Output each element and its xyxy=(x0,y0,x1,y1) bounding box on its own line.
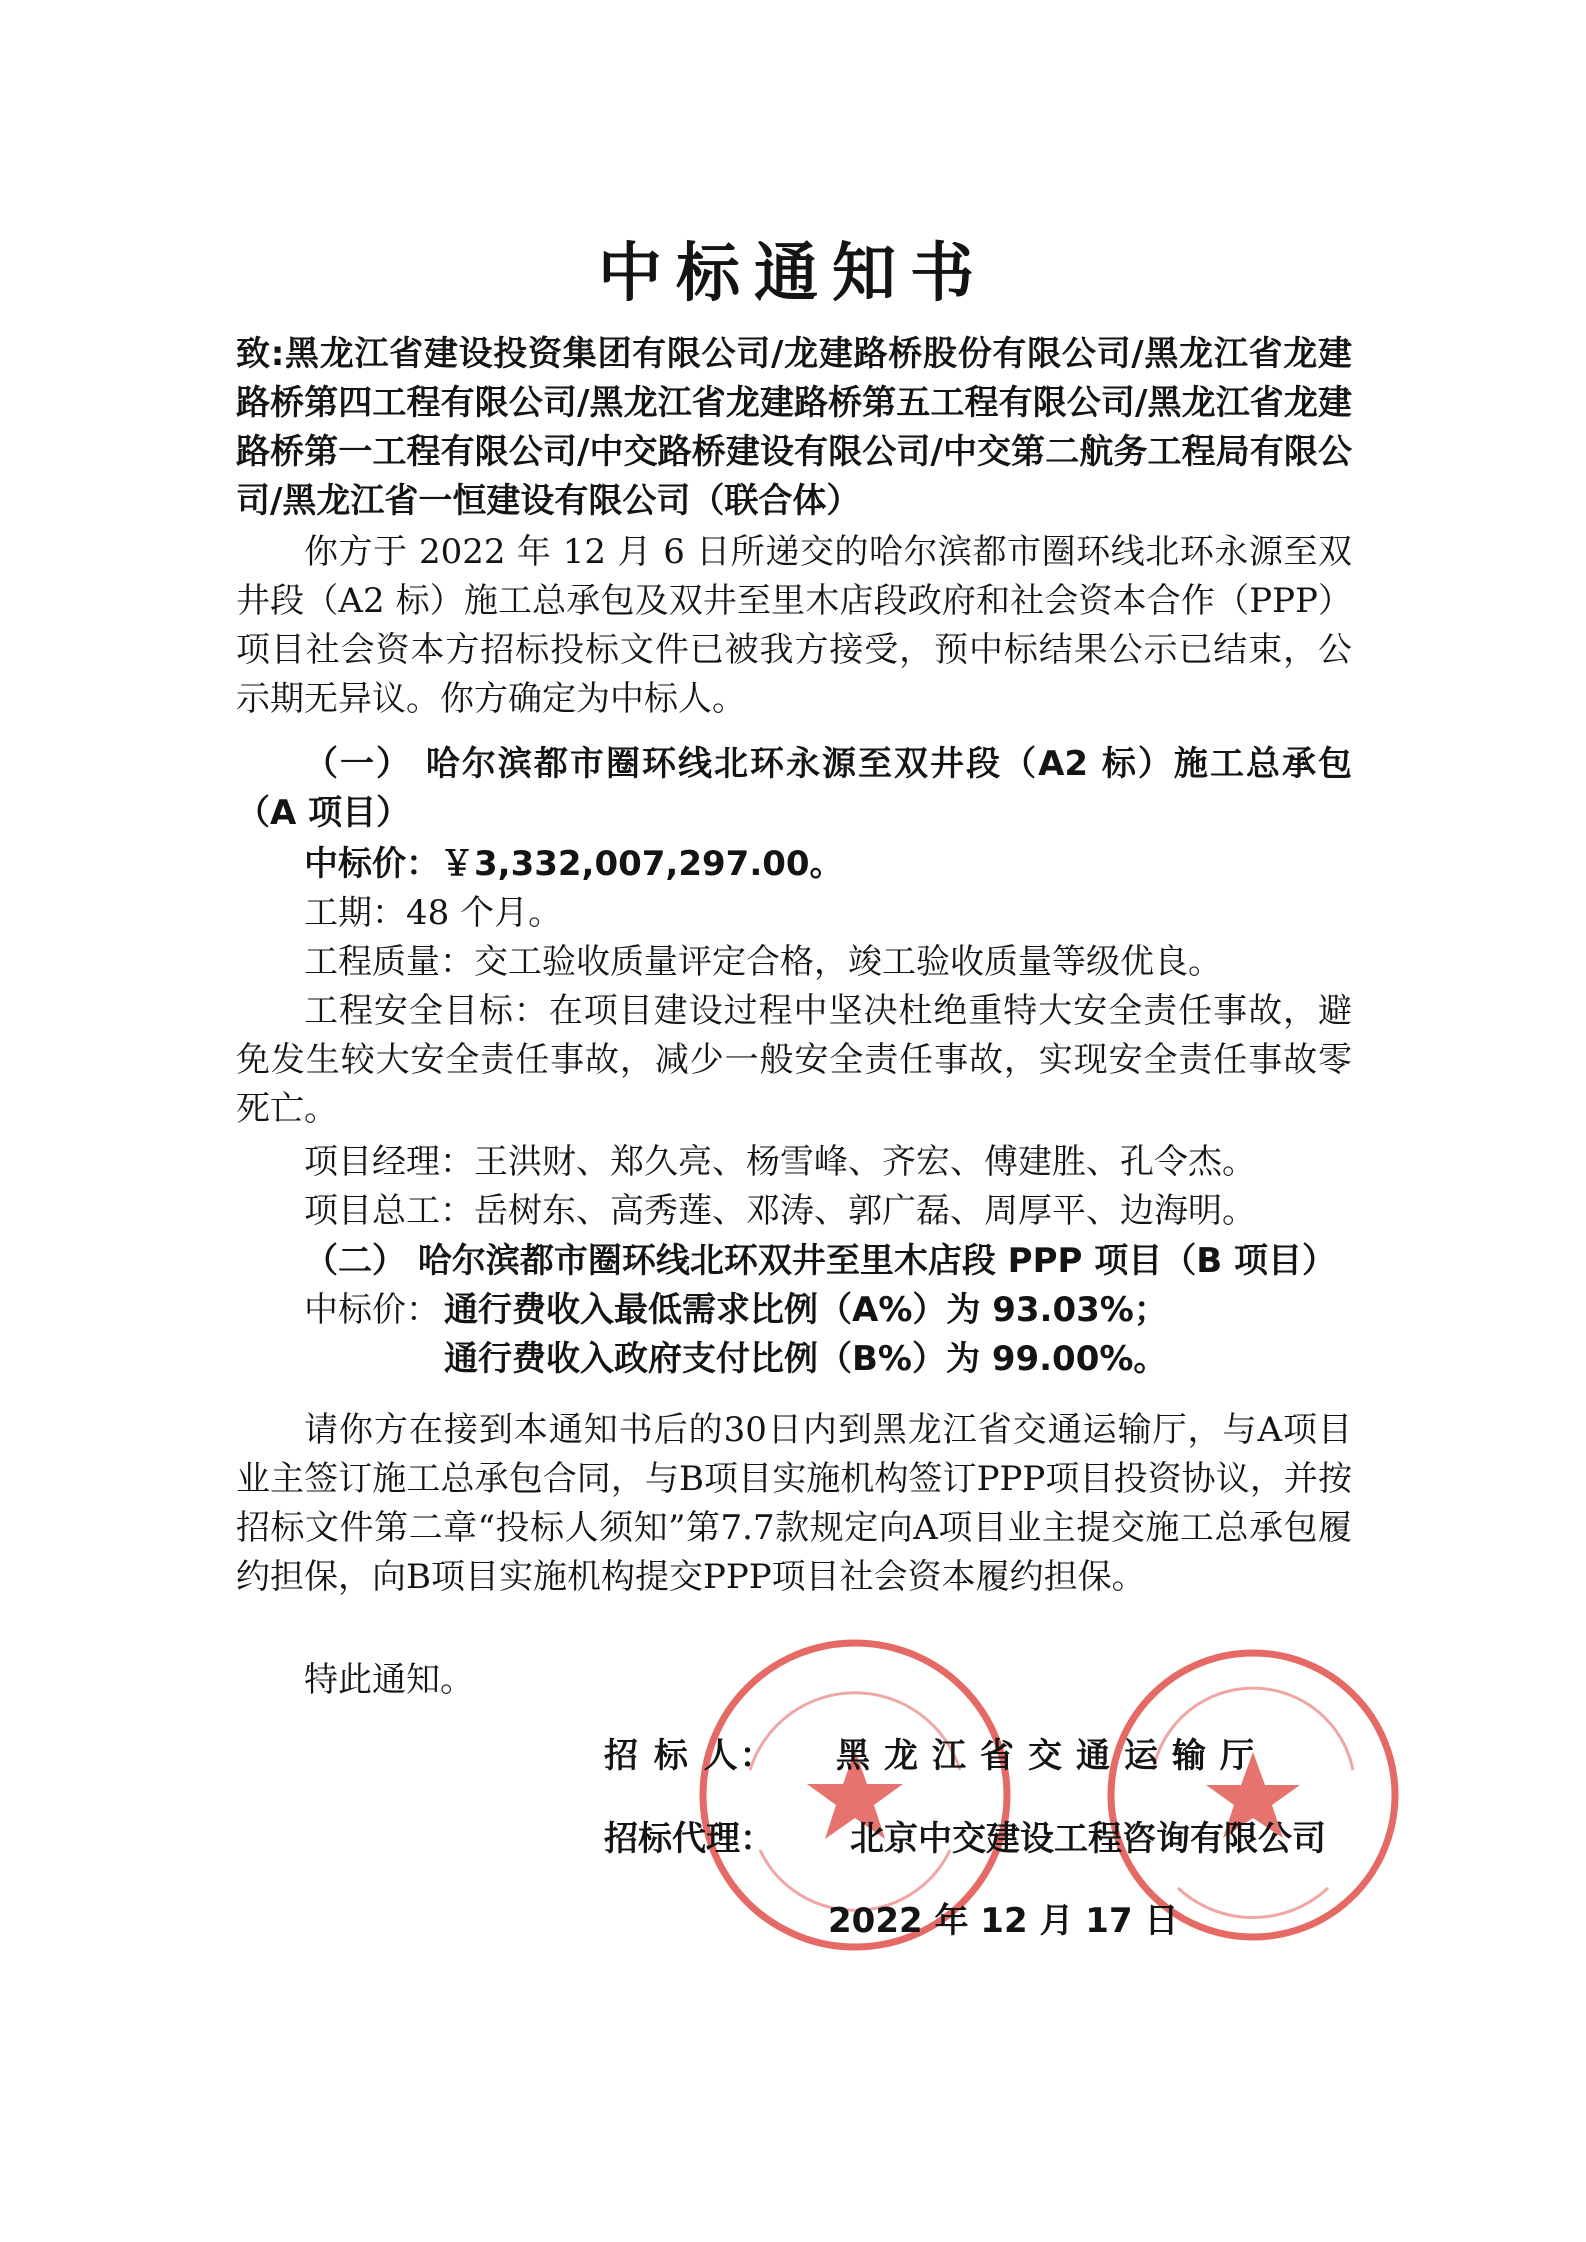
section-a-safety: 工程安全目标：在项目建设过程中坚决杜绝重特大安全责任事故，避免发生较大安全责任事故，减少一般安全责任事故，实现安全责任事故零死亡。 xyxy=(236,991,1352,1129)
section-a-managers: 项目经理：王洪财、郑久亮、杨雪峰、齐宏、傅建胜、孔令杰。 xyxy=(304,1142,1256,1182)
section-a-duration: 工期：48 个月。 xyxy=(304,893,563,933)
agent-name: 北京中交建设工程咨询有限公司 xyxy=(850,1819,1326,1859)
signature-date: 2022 年 12 月 17 日 xyxy=(828,1901,1179,1941)
recipient-paragraph: 致:黑龙江省建设投资集团有限公司/龙建路桥股份有限公司/黑龙江省龙建路桥第四工程有限公司/黑龙江省龙建路桥第五工程有限公司/黑龙江省龙建路桥第一工程有限公司/中交路桥建设有限公司/中交第二航务工程局有限公司/黑龙江省一恒建设有限公司（联合体） xyxy=(236,334,1352,521)
section-a-price: 中标价：￥3,332,007,297.00。 xyxy=(304,844,844,884)
document-title: 中标通知书 xyxy=(598,237,988,311)
tenderer-name: 黑龙江省交通运输厅 xyxy=(836,1736,1268,1776)
section-a-quality: 工程质量：交工验收质量评定合格，竣工验收质量等级优良。 xyxy=(304,942,1222,982)
agent-label: 招标代理： xyxy=(604,1819,774,1859)
request-paragraph: 请你方在接到本通知书后的30日内到黑龙江省交通运输厅，与A项目业主签订施工总承包合同，与B项目实施机构签订PPP项目投资协议，并按招标文件第二章“投标人须知”第7.7款规定向A项目业主提交施工总承包履约担保，向B项目实施机构提交PPP项目社会资本履约担保。 xyxy=(236,1410,1352,1597)
intro-paragraph: 你方于 2022 年 12 月 6 日所递交的哈尔滨都市圈环线北环永源至双井段（A2 标）施工总承包及双井至里木店段政府和社会资本合作（PPP）项目社会资本方招标投标文件已被我方接受，预中标结果公示已结束，公示期无异议。你方确定为中标人。 xyxy=(236,532,1352,719)
section-a-heading: （一） 哈尔滨都市圈环线北环永源至双井段（A2 标）施工总承包（A 项目） xyxy=(236,744,1352,833)
tenderer-label: 招 标 人： xyxy=(604,1736,776,1776)
section-a-engineers: 项目总工：岳树东、高秀莲、邓涛、郭广磊、周厚平、边海明。 xyxy=(304,1191,1256,1231)
section-b-price-line1: 通行费收入最低需求比例（A%）为 93.03%； xyxy=(444,1290,1168,1330)
closing-text: 特此通知。 xyxy=(304,1660,474,1700)
section-b-price-line2: 通行费收入政府支付比例（B%）为 99.00%。 xyxy=(444,1339,1168,1379)
section-b-heading: （二） 哈尔滨都市圈环线北环双井至里木店段 PPP 项目（B 项目） xyxy=(304,1241,1337,1281)
section-b-price-label: 中标价： xyxy=(304,1290,440,1330)
